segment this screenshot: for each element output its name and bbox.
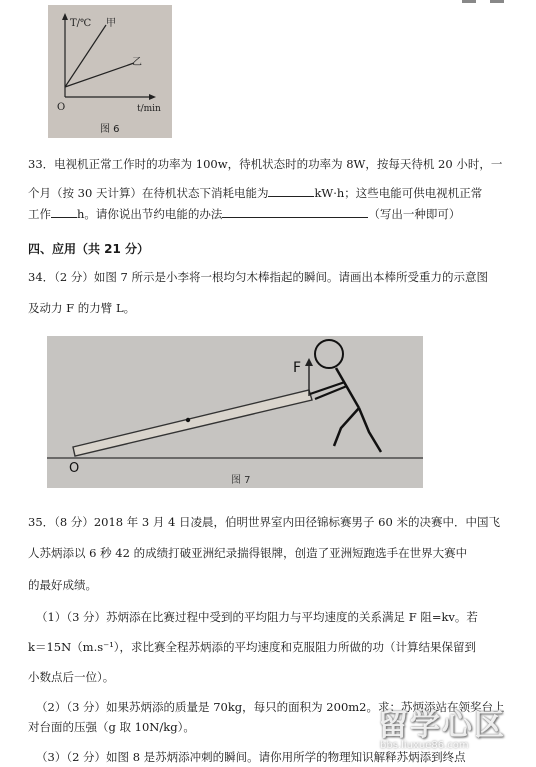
page-edge-mark <box>462 0 476 3</box>
x-axis-label: t/min <box>137 104 161 114</box>
curve-b-line <box>65 63 134 87</box>
y-axis-label: T/℃ <box>70 18 92 29</box>
rod-center-dot <box>186 418 190 422</box>
x-axis-arrow <box>149 94 156 100</box>
q33-line-2 <box>28 186 482 200</box>
figure-6-graph <box>48 5 172 138</box>
origin-label: O <box>57 102 66 113</box>
answer-blank-energy[interactable] <box>268 186 314 197</box>
force-arrowhead <box>305 358 313 366</box>
answer-blank-hours[interactable] <box>51 207 77 218</box>
q34-line-1: 34．（2 分）如图 7 所示是小李将一根均匀木棒指起的瞬间。请画出本棒所受重力的示意图 <box>28 270 488 284</box>
q33-line-1: 33．电视机正常工作时的功率为 100w，待机状态时的功率为 8W，按每天待机 20 小时，一 <box>28 157 503 171</box>
q33-text: 工作 <box>28 207 51 221</box>
q35-sub2-line-1: （2）（3 分）如果苏炳添的质量是 70kg，每只的面积为 200m2。求：苏炳添站在领奖台上 <box>36 700 505 714</box>
q35-sub1-line-2: k＝15N（m.s⁻¹），求比赛全程苏炳添的平均速度和克服阻力所做的功（计算结果保留到 <box>28 640 477 654</box>
q35-sub1-line-1: （1）（3 分）苏炳添在比赛过程中受到的平均阻力与平均速度的关系满足 F 阻=kv。若 <box>36 610 478 624</box>
q35-sub1-line-3: 小数点后一位）。 <box>28 670 115 684</box>
curve-a-line <box>65 25 106 87</box>
q35-line-2: 人苏炳添以 6 秒 42 的成绩打破亚洲纪录揣得银牌，创造了亚洲短跑选手在世界大赛中 <box>28 546 468 560</box>
figure-7-drawing <box>47 336 423 488</box>
figure-6 <box>48 5 172 138</box>
site-watermark <box>378 700 528 762</box>
force-label: F <box>293 360 302 376</box>
figure-7 <box>47 336 423 488</box>
curve-a-label: 甲 <box>106 18 116 29</box>
watermark-logo-text: 留学心区 <box>378 708 506 743</box>
q35-line-3: 的最好成绩。 <box>28 578 97 592</box>
q33-text: kW·h；这些电能可供电视机正常 <box>314 186 483 200</box>
person-leg <box>359 408 381 452</box>
q34-line-2: 及动力 F 的力臂 L。 <box>28 301 136 315</box>
figure-caption: 图 7 <box>231 475 251 486</box>
page-edge-mark <box>490 0 504 3</box>
origin-label: O <box>69 461 80 476</box>
q33-text: （写出一种即可） <box>368 207 461 221</box>
q35-sub2-line-2: 对台面的压强（g 取 10N/kg）。 <box>28 720 195 734</box>
q33-text: 个月（按 30 天计算）在待机状态下消耗电能为 <box>28 186 269 200</box>
person-head <box>315 340 343 368</box>
q33-text: h。请你说出节约电能的办法 <box>77 207 223 221</box>
curve-b-label: 乙 <box>132 57 142 68</box>
q35-line-1: 35．（8 分）2018 年 3 月 4 日凌晨，伯明世界室内田径锦标赛男子 60 米的决赛中．中国飞 <box>28 515 500 529</box>
section-title: 四、应用（共 21 分） <box>28 242 150 256</box>
q33-line-3 <box>28 207 460 221</box>
q35-sub3-line-1: （3）（2 分）如图 8 是苏炳添冲刺的瞬间。请你用所学的物理知识解释苏炳添到终点 <box>36 750 466 764</box>
y-axis-arrow <box>62 13 68 20</box>
answer-blank-method[interactable] <box>222 207 368 218</box>
figure-caption: 图 6 <box>100 124 120 135</box>
person-leg <box>334 408 359 446</box>
watermark-url: bbs.liuxue86.com <box>380 740 469 751</box>
wooden-rod <box>73 390 312 456</box>
